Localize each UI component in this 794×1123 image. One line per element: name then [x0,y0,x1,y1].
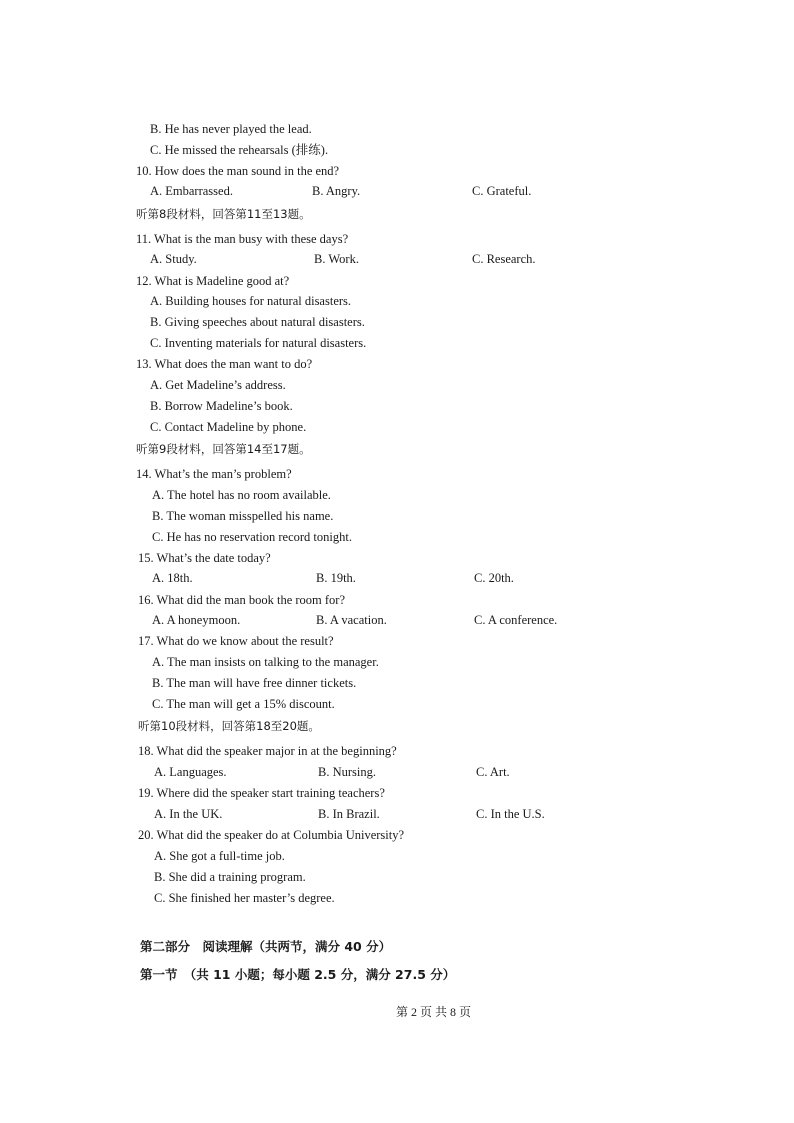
section-instruction-8: 听第8段材料，回答第11至13题。 [136,207,311,221]
question-15: 15. What’s the date today? [138,551,271,565]
part-two-heading: 第二部分 阅读理解（共两节，满分 40 分） [140,939,392,954]
question-17: 17. What do we know about the result? [138,634,334,648]
option-17c: C. The man will get a 15% discount. [152,697,335,711]
option-9c: C. He missed the rehearsals (排练). [150,143,329,157]
option-14a: A. The hotel has no room available. [152,488,331,502]
question-10: 10. How does the man sound in the end? [136,164,340,178]
option-13b: B. Borrow Madeline’s book. [150,399,293,413]
option-16a: A. A honeymoon. [152,613,241,627]
option-10c: C. Grateful. [472,184,532,198]
section-instruction-9: 听第9段材料，回答第14至17题。 [136,442,311,456]
option-14c: C. He has no reservation record tonight. [152,530,352,544]
option-16b: B. A vacation. [316,613,387,627]
option-18b: B. Nursing. [318,765,376,779]
option-15b: B. 19th. [316,571,356,585]
question-19: 19. Where did the speaker start training teachers? [138,786,385,800]
option-10a: A. Embarrassed. [150,184,233,198]
option-18a: A. Languages. [154,765,227,779]
option-19a: A. In the UK. [154,807,223,821]
option-20c: C. She finished her master’s degree. [154,891,335,905]
option-12b: B. Giving speeches about natural disasters. [150,315,365,329]
question-18: 18. What did the speaker major in at the beginning? [138,744,397,758]
option-15a: A. 18th. [152,571,193,585]
option-9b: B. He has never played the lead. [150,122,312,136]
section-one-heading: 第一节 （共 11 小题；每小题 2.5 分，满分 27.5 分） [140,967,456,982]
question-16: 16. What did the man book the room for? [138,593,346,607]
option-17b: B. The man will have free dinner tickets. [152,676,357,690]
option-10b: B. Angry. [312,184,361,198]
option-11a: A. Study. [150,252,197,266]
question-11: 11. What is the man busy with these days? [136,232,349,246]
question-20: 20. What did the speaker do at Columbia University? [138,828,405,842]
option-11c: C. Research. [472,252,536,266]
option-11b: B. Work. [314,252,359,266]
question-12: 12. What is Madeline good at? [136,274,290,288]
option-20a: A. She got a full-time job. [154,849,285,863]
question-14: 14. What’s the man’s problem? [136,467,292,481]
option-20b: B. She did a training program. [154,870,306,884]
question-13: 13. What does the man want to do? [136,357,313,371]
option-19c: C. In the U.S. [476,807,545,821]
section-instruction-10: 听第10段材料，回答第18至20题。 [138,719,320,733]
option-12c: C. Inventing materials for natural disasters. [150,336,367,350]
option-18c: C. Art. [476,765,510,779]
option-17a: A. The man insists on talking to the manager. [152,655,379,669]
option-13a: A. Get Madeline’s address. [150,378,286,392]
page-number-footer: 第 2 页 共 8 页 [396,1005,472,1019]
option-14b: B. The woman misspelled his name. [152,509,334,523]
option-12a: A. Building houses for natural disasters. [150,294,352,308]
option-15c: C. 20th. [474,571,514,585]
option-13c: C. Contact Madeline by phone. [150,420,307,434]
option-19b: B. In Brazil. [318,807,380,821]
option-16c: C. A conference. [474,613,558,627]
